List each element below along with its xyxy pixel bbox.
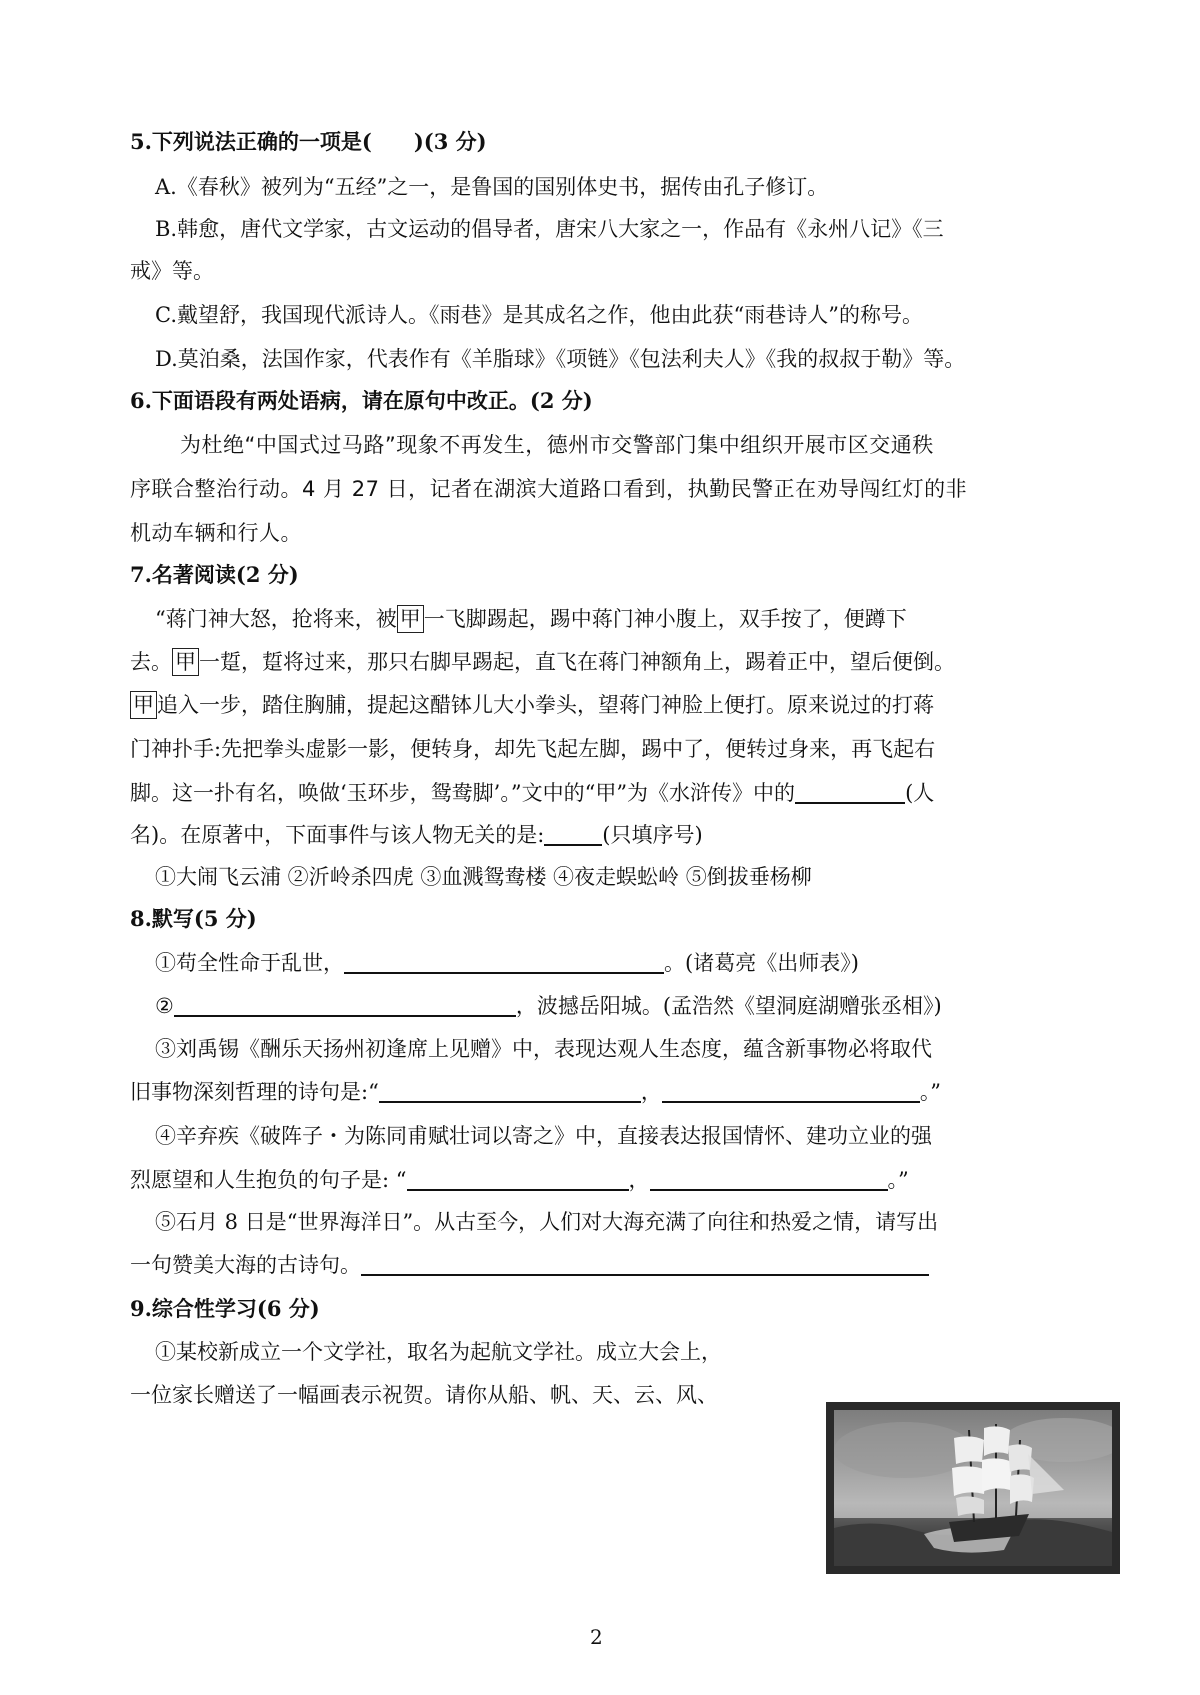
- q7-text-line-1: [155, 604, 907, 634]
- q9-line-2: 一位家长赠送了一幅画表示祝贺。请你从船、帆、天、云、风、: [130, 1383, 718, 1407]
- q8-item-3-line-1: ③刘禹锡《酬乐天扬州初逢席上见赠》中，表现达观人生态度，蕴含新事物必将取代: [155, 1037, 932, 1061]
- answer-blank[interactable]: [407, 1165, 629, 1191]
- q8-title: 8.默写(5 分): [130, 906, 257, 931]
- jia-box: 甲: [397, 605, 424, 633]
- q8-text: ，: [628, 1168, 650, 1192]
- q8-item-3-line-2: [130, 1077, 941, 1107]
- q8-item-5-line-2: [130, 1250, 929, 1280]
- q8-text: 旧事物深刻哲理的诗句是:“: [130, 1080, 379, 1104]
- q7-text: “蒋门神大怒，抢将来，被: [155, 607, 397, 631]
- q6-paragraph-line-3: 机动车辆和行人。: [130, 521, 302, 545]
- q7-text-line-3: [130, 690, 934, 720]
- q7-events: ①大闹飞云浦 ②沂岭杀四虎 ③血溅鸳鸯楼 ④夜走蜈蚣岭 ⑤倒拔垂杨柳: [155, 865, 812, 889]
- q7-text-line-5: [130, 778, 934, 808]
- q9-line-1: ①某校新成立一个文学社，取名为起航文学社。成立大会上，: [155, 1340, 722, 1364]
- q8-text: 。(诸葛亮《出师表》): [664, 951, 859, 975]
- q7-text: 追入一步，踏住胸脯，提起这醋钵儿大小拳头，望蒋门神脸上便打。原来说过的打蒋: [157, 693, 934, 717]
- q7-text: 去。: [130, 650, 172, 674]
- q7-text: (只填序号): [602, 823, 703, 847]
- q8-text: ，: [640, 1080, 662, 1104]
- q5-option-c: C.戴望舒，我国现代派诗人。《雨巷》是其成名之作，他由此获“雨巷诗人”的称号。: [155, 303, 923, 327]
- q8-item-4-line-1: ④辛弃疾《破阵子・为陈同甫赋壮词以寄之》中，直接表达报国情怀、建功立业的强: [155, 1124, 932, 1148]
- q6-paragraph-line-1: 为杜绝“中国式过马路”现象不再发生，德州市交警部门集中组织开展市区交通秩: [180, 433, 934, 457]
- q8-item-4-line-2: [130, 1165, 909, 1195]
- answer-blank-number[interactable]: [544, 820, 602, 846]
- q8-text: 烈愿望和人生抱负的句子是: “: [130, 1168, 407, 1192]
- q7-text-line-6: [130, 820, 703, 850]
- q8-text: ①苟全性命于乱世，: [155, 951, 344, 975]
- q8-text: ②: [155, 994, 174, 1018]
- q6-paragraph-line-2: 序联合整治行动。4 月 27 日，记者在湖滨大道路口看到，执勤民警正在劝导闯红灯的非: [130, 477, 968, 501]
- sailing-ship-painting: [826, 1402, 1120, 1574]
- q8-item-2: [155, 991, 942, 1021]
- answer-blank[interactable]: [344, 948, 664, 974]
- ship-image: [834, 1410, 1112, 1566]
- q8-text: ，波撼岳阳城。(孟浩然《望洞庭湖赠张丞相》): [515, 994, 942, 1018]
- q7-text-line-4: 门神扑手:先把拳头虚影一影，便转身，却先飞起左脚，踢中了，便转过身来，再飞起右: [130, 737, 936, 761]
- q7-title: 7.名著阅读(2 分): [130, 562, 299, 587]
- q5-option-d: D.莫泊桑，法国作家，代表作有《羊脂球》《项链》《包法利夫人》《我的叔叔于勒》等。: [155, 347, 966, 371]
- q9-title: 9.综合性学习(6 分): [130, 1296, 320, 1321]
- answer-blank[interactable]: [379, 1077, 641, 1103]
- q8-text: 。”: [919, 1080, 942, 1104]
- q8-text: 。”: [887, 1168, 909, 1192]
- page-number: 2: [590, 1625, 603, 1649]
- q7-text: (人: [905, 781, 935, 805]
- q5-option-b-cont: 戒》等。: [130, 259, 214, 283]
- q5-title: 5.下列说法正确的一项是( )(3 分): [130, 129, 487, 154]
- jia-box: 甲: [130, 691, 157, 719]
- answer-blank[interactable]: [174, 991, 516, 1017]
- answer-blank[interactable]: [361, 1250, 929, 1276]
- q8-item-5-line-1: ⑤石月 8 日是“世界海洋日”。从古至今，人们对大海充满了向往和热爱之情，请写出: [155, 1210, 939, 1234]
- answer-blank[interactable]: [662, 1077, 920, 1103]
- q7-text: 脚。这一扑有名，唤做‘玉环步，鸳鸯脚’。”文中的“甲”为《水浒传》中的: [130, 781, 796, 805]
- q8-text: 一句赞美大海的古诗句。: [130, 1253, 361, 1277]
- q7-text: 名)。在原著中，下面事件与该人物无关的是:: [130, 823, 545, 847]
- q6-title: 6.下面语段有两处语病，请在原句中改正。(2 分): [130, 388, 593, 413]
- q5-option-b: B.韩愈，唐代文学家，古文运动的倡导者，唐宋八大家之一，作品有《永州八记》《三: [155, 217, 944, 241]
- q7-text: 一踅，踅将过来，那只右脚早踢起，直飞在蒋门神额角上，踢着正中，望后便倒。: [199, 650, 955, 674]
- q5-option-a: A.《春秋》被列为“五经”之一，是鲁国的国别体史书，据传由孔子修订。: [155, 175, 829, 199]
- q7-text: 一飞脚踢起，踢中蒋门神小腹上，双手按了，便蹲下: [423, 607, 907, 631]
- q8-item-1: [155, 948, 859, 978]
- answer-blank[interactable]: [650, 1165, 888, 1191]
- answer-blank-name[interactable]: [795, 778, 905, 804]
- jia-box: 甲: [172, 648, 199, 676]
- q7-text-line-2: [130, 647, 955, 677]
